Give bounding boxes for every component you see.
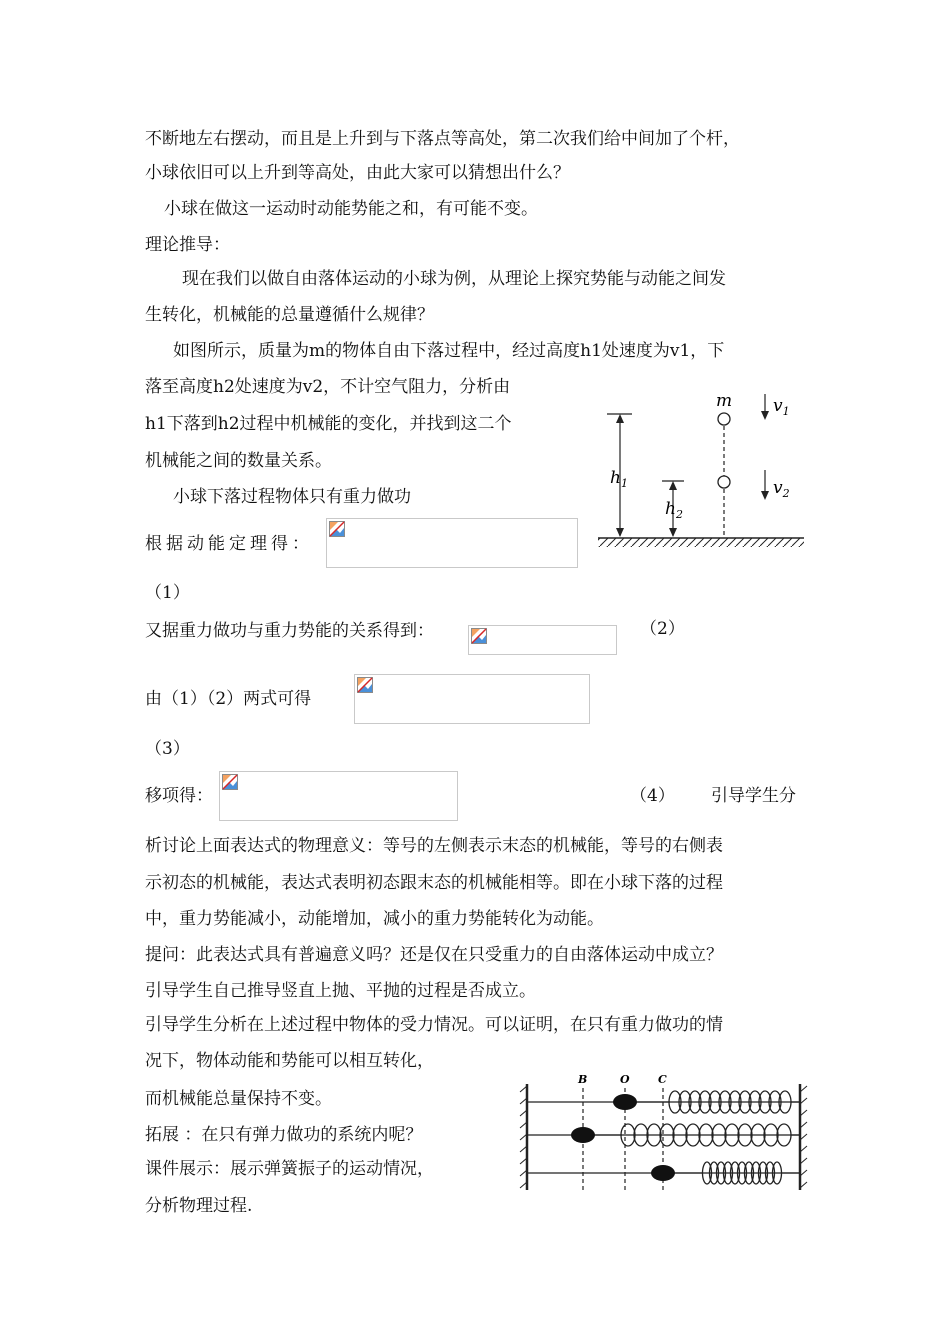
paragraph-line: 又据重力做功与重力势能的关系得到： [145,621,434,641]
b-label: B [578,1073,588,1086]
h2-arrow-head-up [669,481,677,490]
paragraph-line: 移项得： [145,786,213,806]
v1-label: $v_1$ [773,396,790,418]
equation-image-4 [219,771,458,821]
broken-image-icon [357,677,373,693]
paragraph-line: 如图所示，质量为m的物体自由下落过程中，经过高度h1处速度为v1，下 [173,341,725,361]
o-label: O [620,1073,630,1086]
ball-position-2 [718,476,730,488]
paragraph-line: 提问：此表达式具有普遍意义吗？还是仅在只受重力的自由落体运动中成立？ [145,945,723,965]
v2-label: $v_2$ [773,478,790,500]
equation-image-3 [354,674,590,724]
paragraph-line: 小球在做这一运动时动能势能之和，有可能不变。 [164,199,538,219]
paragraph-line: 分析物理过程. [145,1196,253,1216]
h1-arrow-head-down [616,528,624,537]
paragraph-line: 机械能之间的数量关系。 [145,451,332,471]
spring-oscillator-diagram [518,1070,808,1194]
equation-label-4: （4） [630,786,675,806]
paragraph-line: 现在我们以做自由落体运动的小球为例，从理论上探究势能与动能之间发 [182,269,726,289]
paragraph-line: 拓展 ：在只有弹力做功的系统内呢？ [145,1125,423,1145]
paragraph-line: 而机械能总量保持不变。 [145,1089,332,1109]
paragraph-line: 落至高度h2处速度为v2，不计空气阻力，分析由 [145,377,511,397]
paragraph-line: 引导学生分析在上述过程中物体的受力情况。可以证明，在只有重力做功的情 [145,1015,723,1035]
v1-arrow-head [761,411,769,420]
paragraph-line: 小球依旧可以上升到等高处，由此大家可以猜想出什么？ [145,163,570,183]
paragraph-line: 引导学生分 [711,786,796,806]
paragraph-line: 不断地左右摆动，而且是上升到与下落点等高处，第二次我们给中间加了个杆， [145,129,740,149]
c-label: C [658,1073,667,1086]
ground-hatching [598,538,804,547]
h2-label: $h_2$ [665,499,683,521]
paragraph-line: 析讨论上面表达式的物理意义：等号的左侧表示末态的机械能，等号的右侧表 [145,836,723,856]
paragraph-line: 小球下落过程物体只有重力做功 [173,487,411,507]
paragraph-line: 况下，物体动能和势能可以相互转化， [145,1051,434,1071]
h2-arrow-head-down [669,528,677,537]
mass-block-2 [571,1127,595,1143]
spring-3 [675,1162,800,1184]
paragraph-line: 根据动能定理得： [145,534,313,554]
mass-block-3 [651,1165,675,1181]
paragraph-line: 引导学生自己推导竖直上抛、平抛的过程是否成立。 [145,981,536,1001]
equation-image-2 [468,625,617,655]
equation-label-3: （3） [145,739,190,759]
section-heading: 理论推导： [145,235,230,255]
broken-image-icon [222,774,238,790]
paragraph-line: h1下落到h2过程中机械能的变化，并找到这二个 [145,414,512,434]
equation-image-1 [326,518,578,568]
mass-label: m [716,391,733,411]
equation-label-2: （2） [640,619,685,639]
ball-position-1 [718,413,730,425]
broken-image-icon [471,628,487,644]
paragraph-line: 中，重力势能减小，动能增加，减小的重力势能转化为动能。 [145,909,604,929]
paragraph-line: 示初态的机械能，表达式表明初态跟末态的机械能相等。即在小球下落的过程 [145,873,723,893]
paragraph-line: 由（1）（2）两式可得 [145,689,312,709]
free-fall-diagram [592,386,810,552]
h1-label: $h_1$ [610,468,628,490]
equation-label-1: （1） [145,583,190,603]
v2-arrow-head [761,491,769,500]
h1-arrow-head-up [616,414,624,423]
paragraph-line: 课件展示：展示弹簧振子的运动情况， [145,1159,434,1179]
broken-image-icon [329,521,345,537]
mass-block-1 [613,1094,637,1110]
paragraph-line: 生转化，机械能的总量遵循什么规律？ [145,305,434,325]
